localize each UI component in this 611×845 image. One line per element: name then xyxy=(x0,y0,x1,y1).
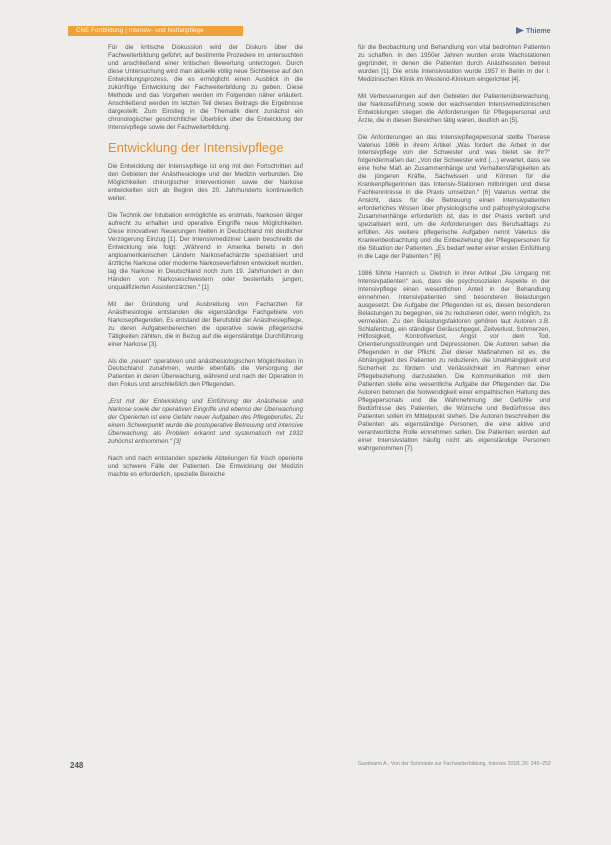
body-paragraph: Die Technik der Intubation ermöglichte es erstmals, Narkosen länger aufrecht zu erhalten und operative Eingriffe neue Möglichkeiten. Diese innovativen Neuerungen hielten in Deutschland mit deutlicher Verzögerung Einzug [1]. Der Intensivmediziner Lawin beschreibt die Entwicklung wie folgt: „Während in Amerika bereits in den angloamerikanischen Ländern Narkosefachärzte spezialisiert und ärztliche Narkose oder moderne Narkoseverfahren entwickelt wurden, lag die Narkose in Deutschland noch zum 19. Jahrhundert in den Händen von Narkoseschwestern oder bestenfalls jungen, unqualifizierten Assistenzärzten.“ [1] xyxy=(108,212,303,291)
body-paragraph: Die Entwicklung der Intensivpflege ist eng mit den Fortschritten auf den Gebieten der Anästhesiologie und der Medizin verbunden. Die Möglichkeiten chirurgischer Interventionen sowie der Narkose entwickelten sich ab Beginn des 20. Jahrhunderts kontinuierlich weiter. xyxy=(108,163,303,203)
right-column xyxy=(358,44,550,462)
right-paragraphs xyxy=(358,44,550,453)
body-paragraph: Mit Verbesserungen auf den Gebieten der Patientenüberwachung, der Narkoseführung sowie der wachsenden Intensivmedizinischen Entwicklungen stiegen die Anforderungen für Pflegepersonal und Ärzte, die in diesen Bereichen tätig waren, deutlich an [5]. xyxy=(358,92,550,124)
body-paragraph: 1986 führte Hannich u. Dietrich in ihrer Artikel „Die Umgang mit Intensivpatienten“ aus, dass die psychosozialen Aspekte in der Intensivpflege einen wesentlichen Anteil in der Behandlung einnehmen. Intensivpatienten sind besonderen Belastungen ausgesetzt. Die Aufgabe der Pflegenden ist es, diesen besonderen Belastungen zu begegnen, sie zu reduzieren oder, wenn möglich, zu vermeiden. Zu den Belastungsfaktoren gehören laut Autoren z.B. Schlafentzug, ein ständiger Geräuschpegel, Zeitverlust, Schmerzen, Hilflosigkeit, Kontrollverlust, Angst vor dem Tod, Orientierungsstörungen und Depressionen. Die Autoren sehen die Pflegenden in der Pflicht. Ziel dieser Maßnahmen ist es, die Abhängigkeit des Patienten zu reduzieren, die Unabhängigkeit und Sicherheit zu fördern und Verlässlichkeit im Rahmen einer Pflegebeziehung darzustellen. Die Kommunikation mit dem Patienten stelle eine wesentliche Aufgabe der Pflegenden dar. Die Autoren betonen die Notwendigkeit einer empathischen Haltung des Pflegepersonals und die Wahrnehmung der Gefühle und Bedürfnisse des Patienten, die Wünsche und Bedürfnisse des Patienten sollen im Mittelpunkt stehen. Die Autoren beschreiben die Patienten als eigenständige Personen, die eine aktive und verantwortliche Rolle einnehmen sollen. Die Patienten werden auf einer Intensivstation häufig nicht als eigenständige Personen wahrgenommen [7]. xyxy=(358,269,550,452)
left-paragraphs xyxy=(108,163,303,478)
left-column xyxy=(108,44,303,488)
section-label: CNE Fortbildung | Intensiv- und Notfallpflege xyxy=(76,28,204,34)
body-paragraph: Nach und nach entstanden spezielle Abteilungen für frisch operierte und schwere Fälle der Patienten. Die Entwicklung der Medizin machte es erforderlich, spezielle Bereiche xyxy=(108,455,303,478)
body-paragraph: für die Beobachtung und Behandlung von vital bedrohten Patienten zu schaffen. In den 1950er Jahren wurden erste Wachstationen gegründet, in denen die Patienten durch Anästhesisten betreut wurden [1]. Die erste Intensivstation wurde 1957 in Berlin in der I. Medizinischen Klinik im Westend-Klinikum eingerichtet [4]. xyxy=(358,44,550,83)
body-paragraph: Als die „neuen“ operativen und anästhesiologischen Möglichkeiten in Deutschland zunahmen, wurde ebenfalls die Versorgung der Patienten in deren Überwachung, während und nach der Operation in den Fokus und anschließlich den Pflegenden. xyxy=(108,357,303,389)
section-title: Entwicklung der Intensivpflege xyxy=(108,140,284,156)
body-paragraph: Mit der Gründung und Ausbreitung von Facharzten für Anästhesiologie entstanden die eigenständige Fachgebiete von Narkosepflegenden. Es entstand der Berufsbild der Anästhesiepflege, zu deren Aufgabenbereichen die operative sowie pflegerische Tätigkeiten zählten, die in Bezug auf die eigenständige Durchführung einer Narkose [3]. xyxy=(108,300,303,348)
brand-name: Thieme xyxy=(526,28,551,35)
page-number: 248 xyxy=(70,761,84,770)
thieme-logo-icon xyxy=(516,27,524,34)
footer-citation: Gastmann A.: Von der Schmiede zur Fachweiterbildung. Intensiv 2018; 26: 245–252 xyxy=(358,761,551,767)
intro-paragraph: Für die kritische Diskussion wird der Diskurs über die Fachweiterbildung geführt, auf bestimmte Prozedere im untersuchten und anschließend einer kritischen Bewertung unterzogen. Durch diese Untersuchung wird man aktuelle völlig neue Sichtweise auf den Entwicklungsprozess, die es ermöglicht einen Ausblick in die zukünftige Entwicklung der Fachweiterbildung zu geben. Diese Methode und das Vorgehen werden im Folgenden näher erläutert. Anschließend werden im letzten Teil dieses Beitrags die Ergebnisse dargestellt. Zum Einstieg in die Thematik dient zunächst ein chronologischer geschichtlicher Überblick über die Entwicklung der Intensivpflege sowie der Fachweiterbildung. xyxy=(108,44,303,131)
body-paragraph: Die Anforderungen an das Intensivpflegepersonal stellte Therese Valerius 1966 in ihrem Artikel „Was fordert die Arbeit in der Intensivpflege von der Schwester und was bietet sie ihr?“ folgendermaßen dar: „Von der Schwester wird (…) erwartet, dass sie eine hohe Maß an Zusammenhänge und Verhaltensfähigkeiten als die jüngeren Kräfte, Sachwissen und Können für die Krankenpflegerinnen das Intensiv-Stationen mitbringen und diese Fachkenntnisse in die Praxis umsetzen.“ [6] Valerius vertrat die Ansicht, dass für die Betreuung einen intensivpatienten erforderliches Wissen über physiologische und pathophysiologische Zusammenhänge erforderlich ist, das in der Praxis vertieft und spezialisiert wird, um die Anforderungen des Berufsalltags zu erfüllen. Als weitere pflegerische Aufgaben nennt Valerius die Krankenbeobachtung und die Einbeziehung der Pflegepersonen für die Situation der Patienten. „Es bedarf weiter einer ersten Einfühlung in die Lage der Patienten.“ [6] xyxy=(358,133,550,260)
body-paragraph: „Erst mit der Entwicklung und Einführung der Anästhesie und Narkose sowie der operativen Eingriffe und ebenso der Überwachung der Operierten ist eine Gefahr neuer Aufgaben des Pflegeberufes. Zu einem Schwerpunkt wurde die postoperative Betreuung und intensive Überwachung; als Problem erkannt und systematisch mit 1932 zuhöchst entnommen.“ [3] xyxy=(108,398,303,446)
publisher-brand xyxy=(516,27,551,35)
